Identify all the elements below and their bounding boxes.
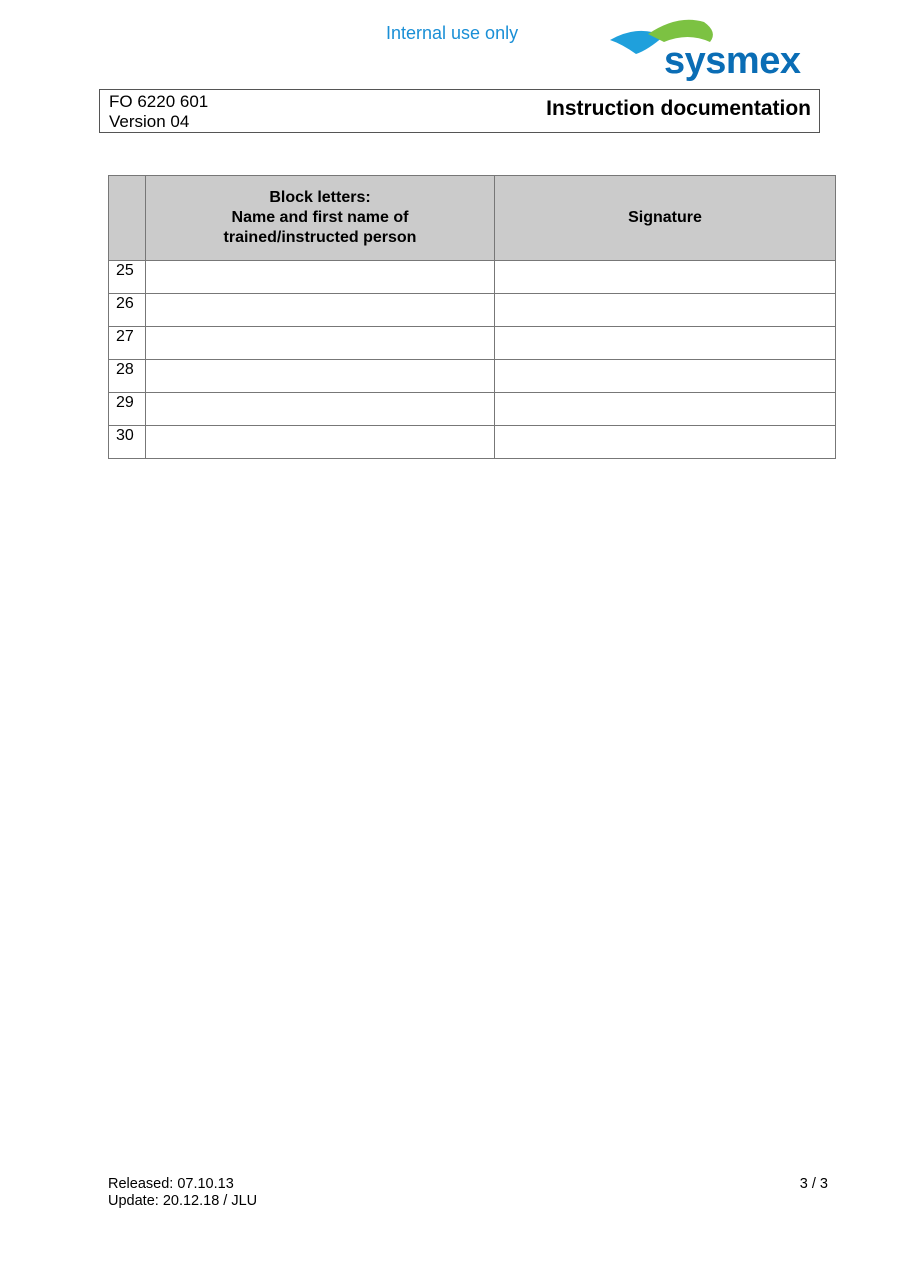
signature-cell[interactable] (495, 360, 836, 393)
header-line: Block letters: (269, 189, 371, 206)
row-number: 26 (109, 294, 146, 327)
signature-cell[interactable] (495, 294, 836, 327)
signature-cell[interactable] (495, 426, 836, 459)
name-cell[interactable] (146, 426, 495, 459)
name-cell[interactable] (146, 393, 495, 426)
name-cell[interactable] (146, 360, 495, 393)
signature-table (108, 175, 836, 459)
footer (108, 1176, 257, 1210)
signature-cell[interactable] (495, 327, 836, 360)
signature-column-header: Signature (495, 176, 836, 261)
update-date: Update: 20.12.18 / JLU (108, 1193, 258, 1209)
released-date: Released: 07.10.13 (108, 1176, 234, 1192)
row-number: 30 (109, 426, 146, 459)
table-header (109, 176, 836, 261)
page-number: 3 / 3 (799, 1176, 828, 1192)
table-row (109, 294, 836, 327)
row-number: 25 (109, 261, 146, 294)
table-row (109, 261, 836, 294)
signature-cell[interactable] (495, 261, 836, 294)
table-row (109, 327, 836, 360)
form-number: FO 6220 601 (109, 92, 209, 111)
row-number: 29 (109, 393, 146, 426)
version: Version 04 (109, 112, 190, 131)
table-row (109, 360, 836, 393)
name-cell[interactable] (146, 261, 495, 294)
internal-use-banner: Internal use only (386, 23, 519, 43)
number-column-header (109, 176, 146, 261)
document-title: Instruction documentation (546, 97, 811, 120)
document-header (99, 89, 820, 133)
sysmex-logo (608, 14, 820, 82)
signature-cell[interactable] (495, 393, 836, 426)
header-line: Name and first name of (231, 209, 409, 226)
table-row (109, 393, 836, 426)
logo-text: sysmex (664, 40, 801, 82)
name-cell[interactable] (146, 294, 495, 327)
row-number: 27 (109, 327, 146, 360)
table-row (109, 426, 836, 459)
name-column-header (146, 176, 495, 261)
row-number: 28 (109, 360, 146, 393)
name-cell[interactable] (146, 327, 495, 360)
header-line: trained/instructed person (223, 229, 417, 246)
